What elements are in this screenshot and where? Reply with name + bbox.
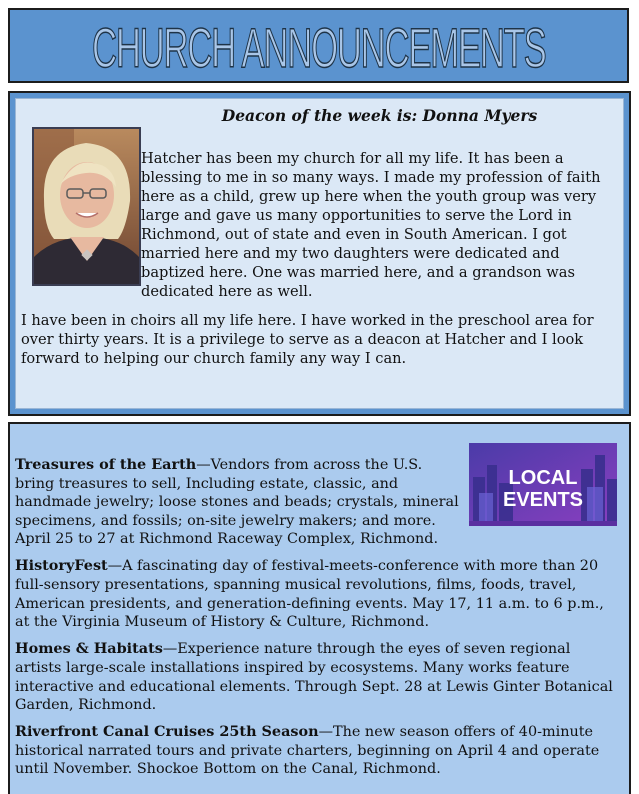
- event-item: [15, 557, 621, 631]
- event-title: HistoryFest: [15, 557, 108, 575]
- event-item: [15, 456, 463, 549]
- announcements-banner: [8, 8, 629, 83]
- event-description: —Experience nature through the eyes of seven regional artists large-scale installations inspired by ecosystems. Many works feature interactive and educational elements. Through Sept. 28 at Lewis Ginter Botanical Garden, Richmond.: [15, 641, 613, 714]
- deacon-section: [8, 91, 631, 416]
- events-list: [15, 456, 621, 788]
- event-item: [15, 723, 621, 779]
- deacon-panel: [15, 98, 624, 409]
- deacon-paragraph-1: Hatcher has been my church for all my life. It has been a blessing to me in so many ways. I made my profession of faith here as a child, grew up here when the youth group was very large and gave us many opportunities to serve the Lord in Richmond, out of state and even in South American. I got married here and my two daughters were dedicated and baptized here. One was married here, and a grandson was dedicated here as well.: [141, 150, 601, 300]
- deacon-paragraph-2: I have been in choirs all my life here. I have worked in the preschool area for over thirty years. It is a privilege to serve as a deacon at Hatcher and I look forward to helping our church family any way I can.: [21, 312, 594, 367]
- event-title: Treasures of the Earth: [15, 456, 197, 473]
- local-events-section: [8, 422, 631, 794]
- badge-line-1: LOCAL: [508, 467, 578, 489]
- event-description: —A fascinating day of festival-meets-conference with more than 20 full-sensory presentations, spanning musical revolutions, films, foods, travel, American presidents, and generation-defining events. May 17, 11 a.m. to 6 p.m., at the Virginia Museum of History & Culture, Richmond.: [15, 558, 604, 631]
- deacon-story: [21, 149, 617, 368]
- event-title: Homes & Habitats: [15, 640, 163, 658]
- badge-line-2: EVENTS: [502, 489, 584, 511]
- event-description: —The new season offers of 40-minute historical narrated tours and private charters, beginning on April 4 and operate until November. Shockoe Bottom on the Canal, Richmond.: [15, 724, 600, 778]
- banner-title: CHURCH ANNOUNCEMENTS: [91, 15, 546, 79]
- deacon-heading: Deacon of the week is: Donna Myers: [221, 106, 538, 125]
- event-title: Riverfront Canal Cruises 25th Season: [15, 723, 319, 741]
- event-item: [15, 640, 621, 714]
- event-description: —Vendors from across the U.S. bring treasures to sell, Including estate, classic, and handmade jewelry; loose stones and beads; crystals, mineral specimens, and fossils; on-site jewelry makers; and more. April 25 to 27 at Richmond Raceway Complex, Richmond.: [15, 457, 459, 548]
